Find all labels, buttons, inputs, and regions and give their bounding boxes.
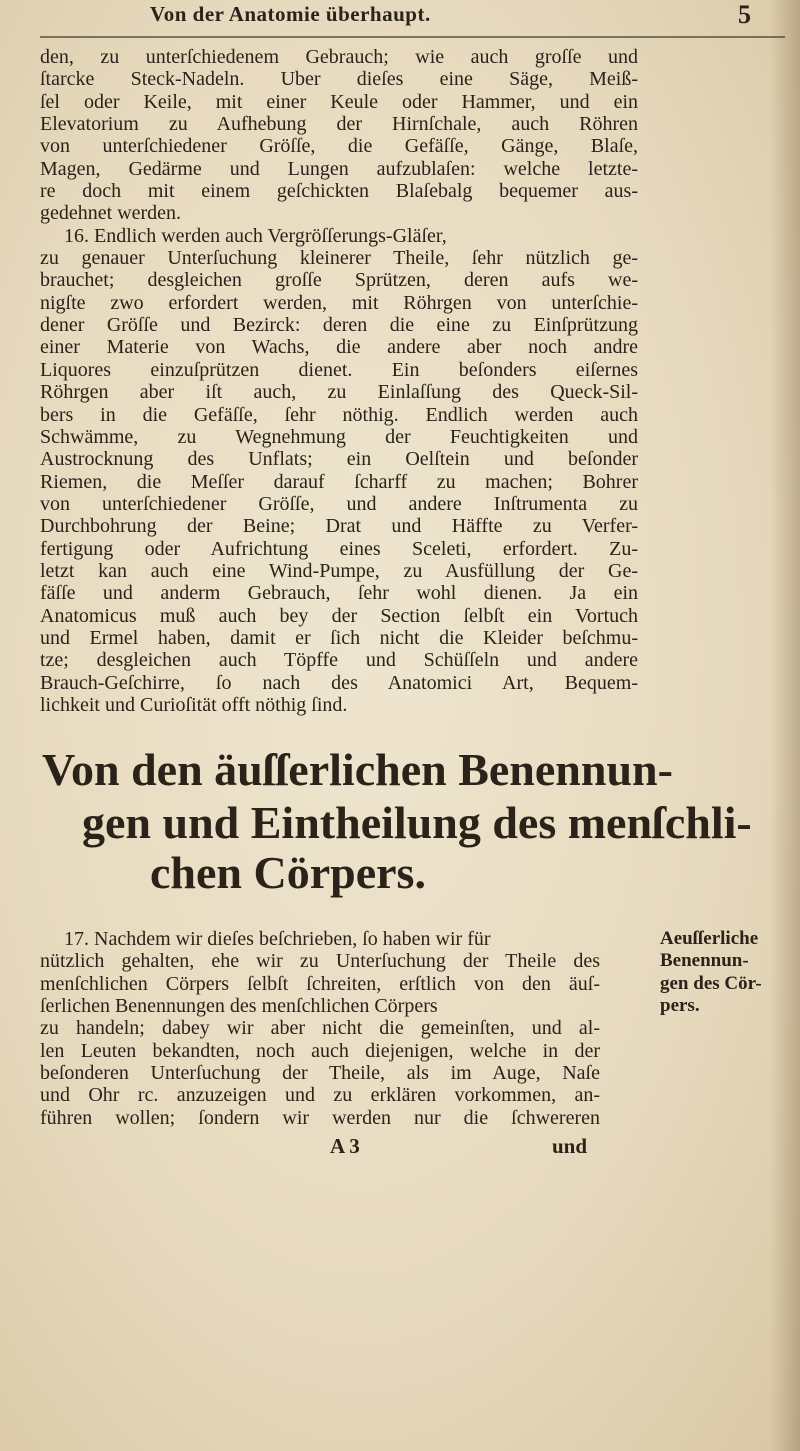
text-line: Röhrgen aber iſt auch, zu Einlaſſung des Queck-Sil- (40, 381, 638, 404)
text-line: von unterſchiedener Gröſſe, die Gefäſſe, Gänge, Blaſe, (40, 135, 638, 158)
text-line: Durchbohrung der Beine; Drat und Häffte zu Verfer- (40, 515, 638, 538)
text-line: ſel oder Keile, mit einer Keule oder Hammer, und ein (40, 90, 638, 113)
text-line: und Ermel haben, damit er ſich nicht die Kleider beſchmu- (40, 626, 638, 649)
text-line: ſerlichen Benennungen des menſchlichen Cörpers (40, 995, 438, 1018)
header-rule (40, 36, 785, 38)
catchword: und (552, 1134, 588, 1158)
page-edge-shadow (770, 0, 800, 1451)
section-paragraphs-15-16 (40, 46, 638, 716)
text-line: Austrocknung des Unflats; ein Oelſtein und beſonder (40, 448, 638, 471)
text-line: gedehnet werden. (40, 202, 182, 225)
text-line: ſtarcke Steck-Nadeln. Uber dieſes eine Säge, Meiß- (40, 68, 638, 91)
text-line: re doch mit einem geſchickten Blaſebalg bequemer aus- (40, 180, 638, 203)
text-line: Schwämme, zu Wegnehmung der Feuchtigkeiten und (40, 425, 638, 448)
text-line: 16. Endlich werden auch Vergröſſerungs-Gläſer, (64, 224, 447, 247)
text-line: lichkeit und Curioſität offt nöthig ſind. (40, 693, 348, 716)
text-line: menſchlichen Cörpers ſelbſt ſchreiten, erſtlich von den äuſ- (40, 972, 600, 995)
text-line: bers in die Gefäſſe, ſehr nöthig. Endlich werden auch (40, 403, 638, 426)
text-line: den, zu unterſchiedenem Gebrauch; wie auch groſſe und (40, 46, 638, 68)
page-number: 5 (738, 0, 751, 29)
text-line: tze; desgleichen auch Töpffe und Schüſſeln und andere (40, 649, 638, 672)
margin-note-line: gen des Cör- (660, 972, 762, 994)
chapter-heading-line: Von den äuſſerlichen Benennun- (42, 744, 673, 795)
margin-note-line: Benennun- (660, 950, 749, 972)
text-line: Liquores einzuſprützen dienet. Ein beſonders eiſernes (40, 358, 638, 381)
signature-mark: A 3 (330, 1134, 360, 1158)
text-line: beſonderen Unterſuchung der Theile, als im Auge, Naſe (40, 1062, 600, 1085)
text-line: Magen, Gedärme und Lungen aufzublaſen: welche letzte- (40, 157, 638, 180)
text-line: brauchet; desgleichen groſſe Sprützen, deren aufs we- (40, 269, 638, 292)
text-line: Riemen, die Meſſer darauf ſcharff zu machen; Bohrer (40, 470, 638, 493)
text-line: dener Gröſſe und Bezirck: deren die eine zu Einſprützung (40, 314, 638, 337)
text-line: einer Materie von Wachs, die andere aber noch andre (40, 336, 638, 359)
text-line: 17. Nachdem wir dieſes beſchrieben, ſo haben wir für (64, 928, 491, 950)
text-line: fertigung oder Aufrichtung eines Sceleti, erfordert. Zu- (40, 537, 638, 560)
text-line: Anatomicus muß auch bey der Section ſelbſt ein Vortuch (40, 604, 638, 627)
chapter-heading-line: gen und Eintheilung des menſchli- (82, 797, 752, 848)
text-line: nützlich gehalten, ehe wir zu Unterſuchung der Theile des (40, 950, 600, 973)
margin-note-line: Aeuſſerliche (660, 928, 759, 949)
text-line: fäſſe und anderm Gebrauch, ſehr wohl dienen. Ja ein (40, 582, 638, 605)
text-line: Brauch-Geſchirre, ſo nach des Anatomici Art, Bequem- (40, 671, 638, 694)
text-line: führen wollen; ſondern wir werden nur die ſchwereren (40, 1106, 600, 1129)
text-line: zu handeln; dabey wir aber nicht die gemeinſten, und al- (40, 1017, 600, 1040)
text-line: und Ohr rc. anzuzeigen und zu erklären vorkommen, an- (40, 1084, 600, 1107)
margin-note-line: pers. (660, 995, 700, 1017)
margin-note (660, 928, 795, 1018)
text-line: letzt kan auch eine Wind-Pumpe, zu Ausfüllung der Ge- (40, 559, 638, 582)
text-line: zu genauer Unterſuchung kleinerer Theile, ſehr nützlich ge- (40, 247, 638, 270)
chapter-heading-line: chen Cörpers. (150, 847, 426, 898)
text-line: nigſte zwo erfordert werden, mit Röhrgen von unterſchie- (40, 291, 638, 314)
text-line: von unterſchiedener Gröſſe, und andere Inſtrumenta zu (40, 492, 638, 515)
running-title: Von der Anatomie überhaupt. (150, 2, 431, 26)
section-paragraph-17 (40, 928, 600, 1129)
text-line: len Leuten bekandten, noch auch diejenigen, welche in der (40, 1039, 600, 1062)
text-line: Elevatorium zu Aufhebung der Hirnſchale, auch Röhren (40, 113, 638, 136)
